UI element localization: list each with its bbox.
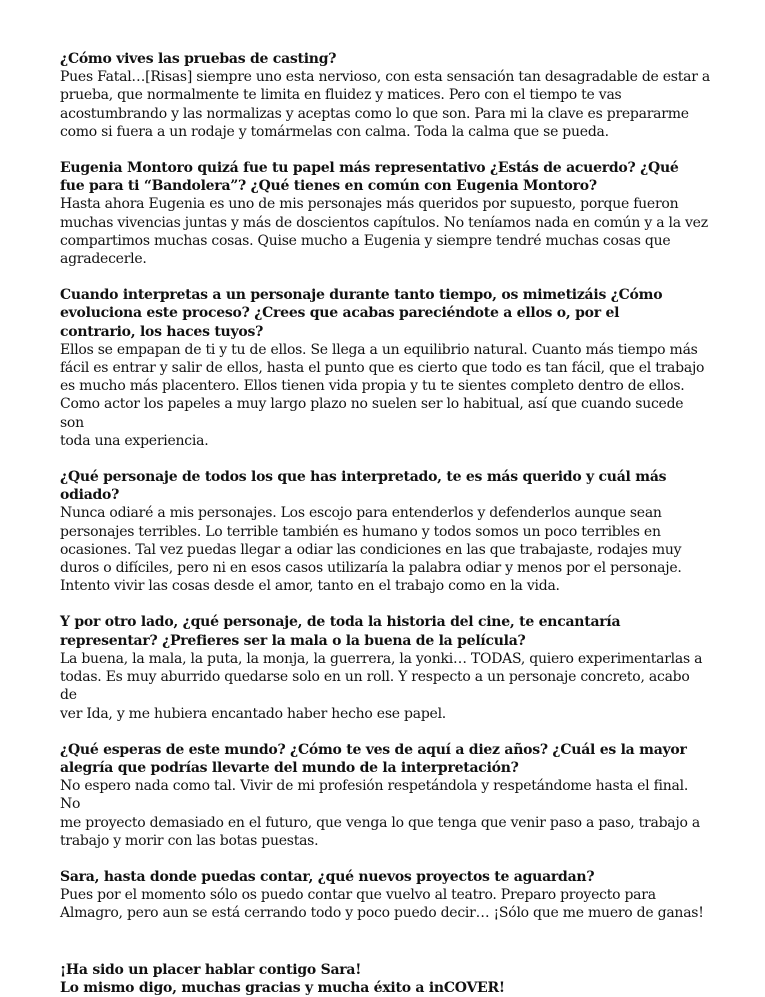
qa-block-2	[60, 159, 710, 268]
question-3	[60, 286, 710, 341]
answer-3	[60, 341, 710, 450]
answer-line: Como actor los papeles a muy largo plazo no suelen ser lo habitual, así que cuando sucede son	[60, 396, 684, 431]
closing-remarks	[60, 961, 710, 997]
answer-1	[60, 68, 710, 141]
answer-line: como si fuera a un rodaje y tomármelas con calma. Toda la calma que se pueda.	[60, 123, 609, 140]
qa-block-3	[60, 286, 710, 450]
question-line: contrario, los haces tuyos?	[60, 323, 264, 340]
answer-line: Intento vivir las cosas desde el amor, tanto en el trabajo como en la vida.	[60, 578, 560, 595]
question-line: Eugenia Montoro quizá fue tu papel más representativo ¿Estás de acuerdo? ¿Qué	[60, 160, 679, 177]
answer-line: muchas vivencias juntas y más de doscientos capítulos. No teníamos nada en común y a la vez	[60, 214, 708, 231]
qa-block-5	[60, 613, 710, 722]
question-line: fue para ti “Bandolera”? ¿Qué tienes en común con Eugenia Montoro?	[60, 178, 597, 195]
question-5	[60, 613, 710, 649]
answer-line: personajes terribles. Lo terrible también es humano y todos somos un poco terribles en	[60, 523, 661, 540]
answer-line: Pues Fatal…[Risas] siempre uno esta nervioso, con esta sensación tan desagradable de estar a	[60, 69, 710, 86]
question-line: ¿Cómo vives las pruebas de casting?	[60, 51, 337, 67]
question-7	[60, 868, 710, 886]
answer-line: agradecerle.	[60, 251, 147, 268]
answer-line: ver Ida, y me hubiera encantado haber hecho ese papel.	[60, 705, 446, 722]
answer-line: acostumbrando y las normalizas y aceptas como lo que son. Para mi la clave es prepararme	[60, 105, 689, 122]
question-line: ¿Qué personaje de todos los que has interpretado, te es más querido y cuál más	[60, 469, 667, 486]
answer-line: me proyecto demasiado en el futuro, que venga lo que tenga que venir paso a paso, trabajo a	[60, 814, 700, 831]
answer-line: Pues por el momento sólo os puedo contar que vuelvo al teatro. Preparo proyecto para	[60, 887, 656, 904]
answer-line: Hasta ahora Eugenia es uno de mis personajes más queridos por supuesto, porque fueron	[60, 196, 679, 213]
qa-block-1	[60, 50, 710, 141]
qa-block-7	[60, 868, 710, 923]
question-line: odiado?	[60, 487, 120, 504]
question-4	[60, 468, 710, 504]
interview-body	[60, 50, 710, 997]
answer-5	[60, 650, 710, 723]
answer-2	[60, 195, 710, 268]
answer-line: Almagro, pero aun se está cerrando todo y poco puedo decir… ¡Sólo que me muero de ganas!	[60, 905, 704, 922]
answer-line: Ellos se empapan de ti y tu de ellos. Se llega a un equilibrio natural. Cuanto más tiempo más	[60, 341, 698, 358]
qa-block-4	[60, 468, 710, 595]
question-line: Y por otro lado, ¿qué personaje, de toda la historia del cine, te encantaría	[60, 614, 621, 631]
answer-7	[60, 886, 710, 922]
answer-line: duros o difíciles, pero ni en esos casos utilizaría la palabra odiar y menos por el personaje.	[60, 560, 682, 577]
answer-line: trabajo y morir con las botas puestas.	[60, 832, 319, 849]
answer-line: No espero nada como tal. Vivir de mi profesión respetándola y respetándome hasta el final. No	[60, 778, 689, 813]
question-line: evoluciona este proceso? ¿Crees que acabas pareciéndote a ellos o, por el	[60, 305, 620, 322]
answer-line: es mucho más placentero. Ellos tienen vida propia y tu te sientes completo dentro de ellos.	[60, 378, 685, 395]
qa-block-6	[60, 741, 710, 850]
question-1	[60, 50, 710, 68]
answer-line: Nunca odiaré a mis personajes. Los escojo para entenderlos y defenderlos aunque sean	[60, 505, 662, 522]
question-line: representar? ¿Prefieres ser la mala o la buena de la película?	[60, 632, 526, 649]
closing-line: Lo mismo digo, muchas gracias y mucha éxito a inCOVER!	[60, 979, 505, 996]
question-line: alegría que podrías llevarte del mundo de la interpretación?	[60, 759, 519, 776]
question-line: ¿Qué esperas de este mundo? ¿Cómo te ves de aquí a diez años? ¿Cuál es la mayor	[60, 741, 687, 758]
answer-line: todas. Es muy aburrido quedarse solo en un roll. Y respecto a un personaje concreto, acabo de	[60, 669, 690, 704]
answer-4	[60, 504, 710, 595]
question-line: Sara, hasta donde puedas contar, ¿qué nuevos proyectos te aguardan?	[60, 868, 595, 885]
answer-6	[60, 777, 710, 850]
question-line: Cuando interpretas a un personaje durante tanto tiempo, os mimetizáis ¿Cómo	[60, 287, 663, 304]
question-2	[60, 159, 710, 195]
answer-line: ocasiones. Tal vez puedas llegar a odiar las condiciones en las que trabajaste, rodajes muy	[60, 541, 682, 558]
answer-line: prueba, que normalmente te limita en fluidez y matices. Pero con el tiempo te vas	[60, 87, 622, 104]
closing-line: ¡Ha sido un placer hablar contigo Sara!	[60, 961, 362, 978]
answer-line: compartimos muchas cosas. Quise mucho a Eugenia y siempre tendré muchas cosas que	[60, 232, 671, 249]
answer-line: fácil es entrar y salir de ellos, hasta el punto que es cierto que todo es tan fácil, que el trabajo	[60, 360, 705, 377]
answer-line: toda una experiencia.	[60, 432, 209, 449]
answer-line: La buena, la mala, la puta, la monja, la guerrera, la yonki… TODAS, quiero experimentarlas a	[60, 650, 703, 667]
question-6	[60, 741, 710, 777]
